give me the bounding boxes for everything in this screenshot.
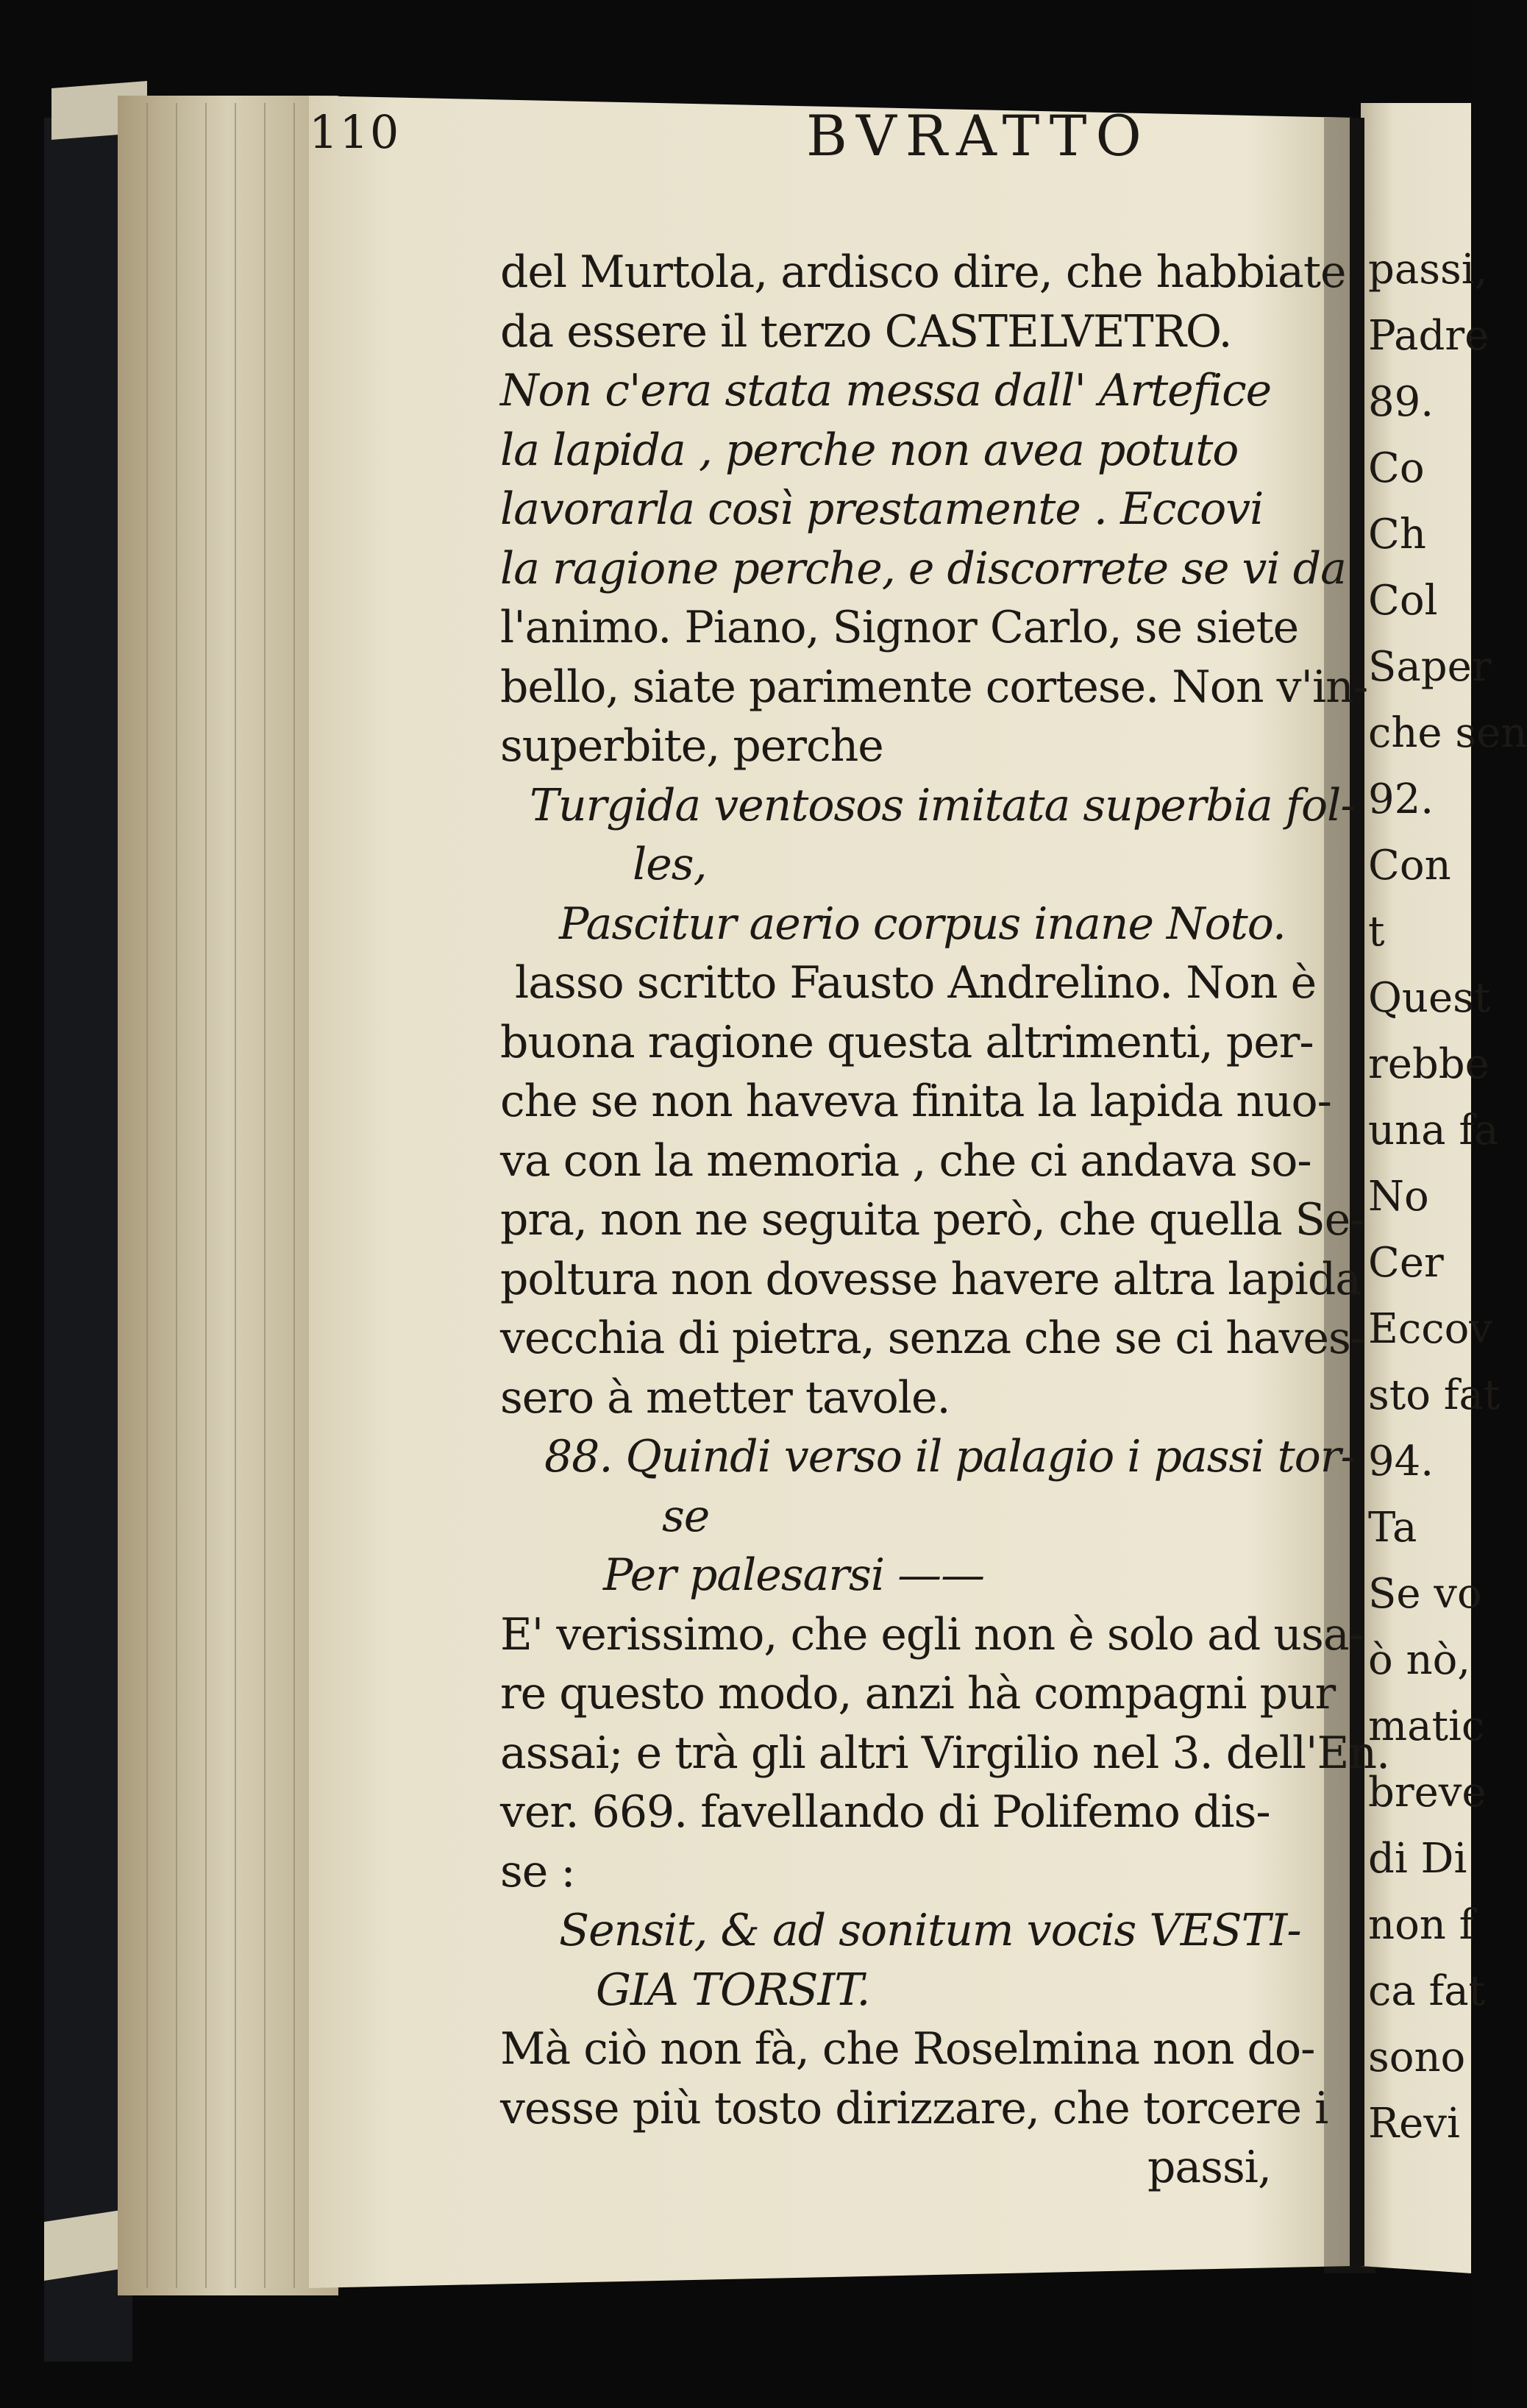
fragment-line: 89. (1368, 378, 1434, 426)
text-line: Turgida ventosos imitata superbia fol- (530, 779, 1355, 831)
fragment-line: Se vo (1368, 1570, 1482, 1618)
fragment-line: non f (1368, 1901, 1475, 1949)
text-line: lasso scritto Fausto Andrelino. Non è (515, 957, 1317, 1009)
text-line: assai; e trà gli altri Virgilio nel 3. dell'En. (500, 1727, 1390, 1779)
fragment-line: No (1368, 1173, 1429, 1221)
text-line: Non c'era stata messa dall' Artefice (500, 365, 1272, 416)
text-line: che se non haveva finita la lapida nuo- (500, 1076, 1331, 1127)
page-number: 110 (309, 105, 401, 159)
text-line: la ragione perche, e discorrete se vi da (500, 542, 1346, 594)
text-line: passi, (1147, 2142, 1272, 2193)
text-line: re questo modo, anzi hà compagni pur (500, 1668, 1336, 1719)
text-line: E' verissimo, che egli non è solo ad usa- (500, 1608, 1363, 1661)
text-line: da essere il terzo CASTELVETRO. (500, 305, 1232, 358)
text-line: va con la memoria , che ci andava so- (500, 1134, 1311, 1187)
fragment-line: di Di (1368, 1835, 1467, 1883)
fragment-line: Revi (1368, 2100, 1460, 2148)
fragment-line: Padre (1368, 312, 1489, 360)
text-line: del Murtola, ardisco dire, che habbiate (500, 246, 1346, 298)
fragment-line: una fa (1368, 1107, 1499, 1154)
text-line: Sensit, & ad sonitum vocis VESTI- (559, 1905, 1301, 1956)
text-line: se : (500, 1845, 575, 1897)
text-line: ver. 669. favellando di Polifemo dis- (500, 1786, 1270, 1838)
fragment-line: che sen (1368, 709, 1527, 757)
text-line: Per palesarsi —— (603, 1549, 985, 1601)
fragment-line: matic (1368, 1702, 1485, 1750)
fragment-line: 92. (1368, 775, 1434, 823)
text-line: la lapida , perche non avea potuto (500, 424, 1239, 476)
text-line: GIA TORSIT. (596, 1964, 870, 2016)
right-page-text (1368, 118, 1527, 2178)
text-line: se (662, 1490, 710, 1542)
text-line: sero à metter tavole. (500, 1371, 950, 1424)
fragment-line: t (1368, 908, 1385, 956)
text-line: superbite, perche (500, 720, 883, 772)
fragment-line: ca fat (1368, 1967, 1486, 2015)
fragment-line: Ch (1368, 511, 1426, 558)
text-line: les, (633, 839, 707, 890)
text-line: lavorarla così prestamente . Eccovi (500, 483, 1264, 535)
text-line: pra, non ne seguita però, che quella Se- (500, 1194, 1364, 1246)
fragment-line: Cer (1368, 1239, 1444, 1287)
text-line: buona ragione questa altrimenti, per- (500, 1016, 1314, 1068)
text-line: poltura non dovesse havere altra lapida (500, 1253, 1361, 1305)
fragment-line: Con (1368, 842, 1451, 889)
fragment-line: 94. (1368, 1438, 1434, 1485)
fragment-line: sto fat (1368, 1371, 1501, 1419)
fragment-line: Saper (1368, 643, 1492, 691)
fragment-line: Ta (1368, 1504, 1417, 1552)
text-line: Mà ciò non fà, che Roselmina non do- (500, 2023, 1315, 2075)
text-line: 88. Quindi verso il palagio i passi tor- (544, 1431, 1355, 1482)
fragment-line: rebbe (1368, 1040, 1489, 1088)
fragment-line: sono (1368, 2034, 1466, 2081)
fragment-line: Co (1368, 444, 1425, 492)
fragment-line: ò nò, (1368, 1636, 1471, 1684)
text-line: vecchia di pietra, senza che se ci haves- (500, 1313, 1365, 1364)
text-line: l'animo. Piano, Signor Carlo, se siete (500, 602, 1299, 653)
fragment-line: Quest (1368, 974, 1491, 1022)
left-page-text (294, 96, 1390, 2288)
fragment-line: Eccov (1368, 1305, 1492, 1353)
text-line: Pascitur aerio corpus inane Noto. (559, 898, 1286, 950)
text-line: bello, siate parimente cortese. Non v'in- (500, 661, 1368, 713)
running-head: BVRATTO (806, 103, 1150, 168)
text-line: vesse più tosto dirizzare, che torcere i (500, 2082, 1328, 2134)
fragment-line: Col (1368, 577, 1438, 625)
fragment-line: passi, (1368, 246, 1488, 294)
fragment-line: breve (1368, 1769, 1487, 1816)
